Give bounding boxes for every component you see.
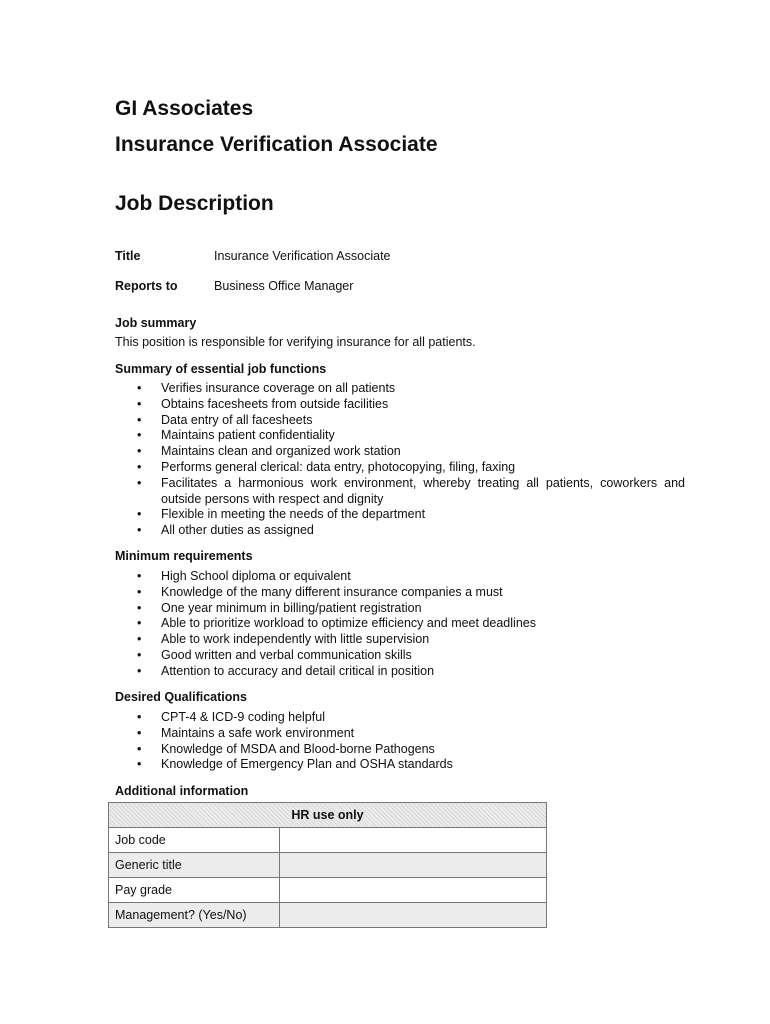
list-item: [115, 710, 685, 726]
list-item: [115, 632, 685, 648]
bullet-icon: •: [137, 632, 142, 647]
bullet-icon: •: [137, 523, 142, 538]
job-code-label: Job code: [109, 828, 280, 853]
hr-use-table: [108, 802, 547, 928]
list-item-text: Able to work independently with little supervision: [161, 632, 430, 647]
job-summary-heading: Job summary: [115, 316, 197, 330]
list-item: [115, 648, 685, 664]
bullet-icon: •: [137, 600, 142, 615]
list-item-text: Verifies insurance coverage on all patients: [161, 381, 396, 395]
table-row: [109, 828, 547, 853]
bullet-icon: •: [137, 444, 142, 459]
bullet-icon: •: [137, 725, 142, 740]
hr-use-header: HR use only: [109, 803, 547, 828]
management-value: [280, 903, 547, 928]
list-item: [115, 460, 685, 476]
list-item-text: Flexible in meeting the needs of the department: [161, 507, 426, 522]
qualifications-heading: Desired Qualifications: [115, 690, 247, 704]
job-summary-text: This position is responsible for verifying insurance for all patients.: [115, 335, 476, 349]
functions-list: [115, 381, 685, 539]
list-item-text: One year minimum in billing/patient registration: [161, 600, 422, 615]
requirements-list: [115, 569, 685, 680]
generic-title-label: Generic title: [109, 853, 280, 878]
list-item: [115, 616, 685, 632]
list-item: [115, 444, 685, 460]
list-item-text: Attention to accuracy and detail critical in position: [161, 663, 435, 678]
organization-name: GI Associates: [115, 97, 254, 120]
bullet-icon: •: [137, 475, 142, 490]
bullet-icon: •: [137, 412, 142, 427]
requirements-heading: Minimum requirements: [115, 549, 253, 563]
bullet-icon: •: [137, 459, 142, 474]
bullet-icon: •: [137, 428, 142, 443]
table-row: [109, 853, 547, 878]
list-item: [115, 397, 685, 413]
bullet-icon: •: [137, 647, 142, 662]
list-item-text: Performs general clerical: data entry, photocopying, filing, faxing: [161, 459, 516, 474]
list-item-text: Knowledge of the many different insurance companies a must: [161, 584, 503, 599]
pay-grade-label: Pay grade: [109, 878, 280, 903]
job-code-value: [280, 828, 547, 853]
list-item: [115, 428, 685, 444]
generic-title-value: [280, 853, 547, 878]
title-value: Insurance Verification Associate: [214, 249, 391, 263]
table-row: [109, 903, 547, 928]
bullet-icon: •: [137, 663, 142, 678]
list-item: [115, 381, 685, 397]
list-item: [115, 523, 685, 539]
additional-info-heading: Additional information: [115, 784, 249, 798]
bullet-icon: •: [137, 569, 142, 583]
list-item-text: Maintains clean and organized work station: [161, 444, 401, 459]
table-header-row: [109, 803, 547, 828]
list-item: [115, 757, 685, 773]
list-item: [115, 742, 685, 758]
list-item-text: Data entry of all facesheets: [161, 412, 313, 427]
bullet-icon: •: [137, 710, 142, 724]
bullet-icon: •: [137, 584, 142, 599]
functions-heading: Summary of essential job functions: [115, 362, 327, 376]
list-item: [115, 413, 685, 429]
list-item-text: Able to prioritize workload to optimize efficiency and meet deadlines: [161, 616, 536, 631]
reports-to-value: Business Office Manager: [214, 279, 354, 293]
list-item: [115, 507, 685, 523]
bullet-icon: •: [137, 381, 142, 395]
list-item-text: Good written and verbal communication skills: [161, 647, 412, 662]
bullet-icon: •: [137, 757, 142, 772]
document-title: Job Description: [115, 192, 274, 215]
title-label: Title: [115, 249, 141, 263]
list-item-text: CPT-4 & ICD-9 coding helpful: [161, 710, 325, 724]
pay-grade-value: [280, 878, 547, 903]
table-row: [109, 878, 547, 903]
list-item-text: Knowledge of MSDA and Blood-borne Pathogens: [161, 741, 435, 756]
list-item: [115, 585, 685, 601]
reports-to-label: Reports to: [115, 279, 178, 293]
bullet-icon: •: [137, 507, 142, 522]
list-item-text: Obtains facesheets from outside facilities: [161, 396, 389, 411]
list-item: [115, 601, 685, 617]
qualifications-list: [115, 710, 685, 773]
list-item-text: High School diploma or equivalent: [161, 569, 351, 583]
list-item-text: Facilitates a harmonious work environment, whereby treating all patients, coworkers and outside persons with respect and dignity: [161, 475, 685, 506]
bullet-icon: •: [137, 741, 142, 756]
management-label: Management? (Yes/No): [109, 903, 280, 928]
list-item: [115, 726, 685, 742]
list-item: [115, 664, 685, 680]
list-item-text: Maintains a safe work environment: [161, 725, 355, 740]
list-item: [115, 476, 685, 508]
list-item-text: Maintains patient confidentiality: [161, 428, 335, 443]
position-heading: Insurance Verification Associate: [115, 133, 438, 156]
bullet-icon: •: [137, 616, 142, 631]
list-item-text: All other duties as assigned: [161, 523, 314, 538]
list-item: [115, 569, 685, 585]
list-item-text: Knowledge of Emergency Plan and OSHA standards: [161, 757, 453, 772]
bullet-icon: •: [137, 396, 142, 411]
